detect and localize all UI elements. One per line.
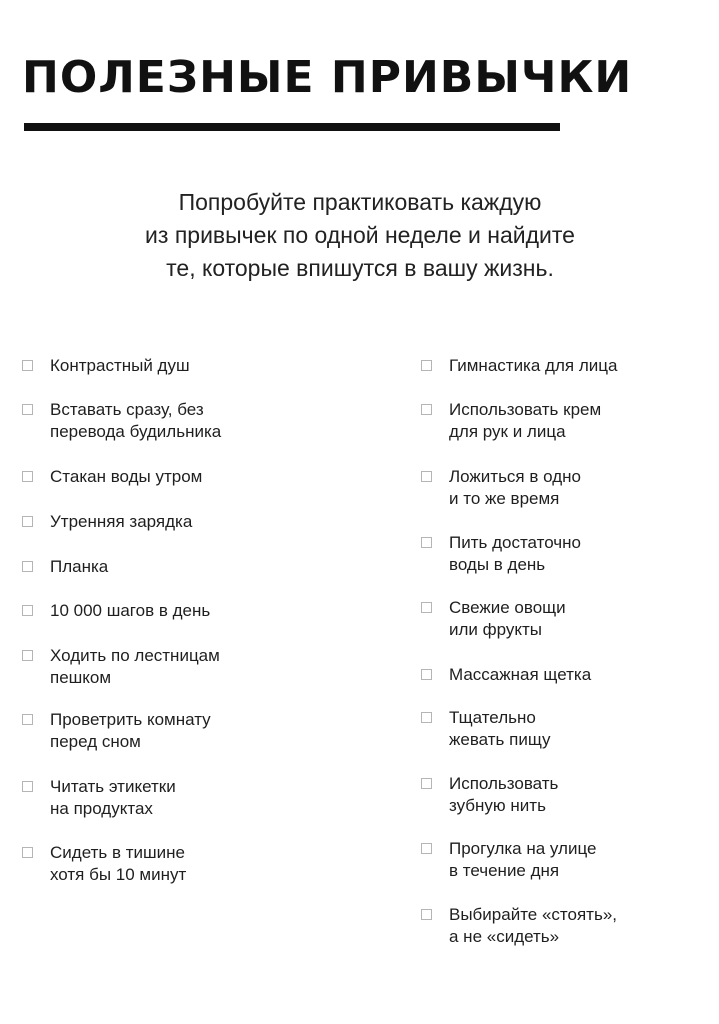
habit-item[interactable] bbox=[22, 556, 108, 578]
habit-checkbox[interactable] bbox=[421, 360, 432, 371]
habit-checkbox[interactable] bbox=[22, 650, 33, 661]
habit-checkbox[interactable] bbox=[421, 602, 432, 613]
habit-checkbox[interactable] bbox=[421, 778, 432, 789]
habit-item[interactable] bbox=[421, 664, 591, 686]
habit-label: Свежие овощи или фрукты bbox=[449, 598, 566, 639]
page-title: ПОЛЕЗНЫЕ ПРИВЫЧКИ bbox=[22, 52, 633, 103]
habit-item[interactable] bbox=[22, 511, 192, 533]
habit-item[interactable] bbox=[22, 842, 186, 886]
habit-checkbox[interactable] bbox=[421, 712, 432, 723]
habit-checkbox[interactable] bbox=[421, 909, 432, 920]
habit-item[interactable] bbox=[22, 709, 211, 753]
habit-item[interactable] bbox=[22, 399, 221, 443]
habit-checkbox[interactable] bbox=[421, 843, 432, 854]
habit-label: Утренняя зарядка bbox=[50, 512, 193, 531]
habit-checkbox[interactable] bbox=[22, 360, 33, 371]
intro-text bbox=[40, 186, 680, 285]
habit-checkbox[interactable] bbox=[22, 605, 33, 616]
habit-label: Гимнастика для лица bbox=[449, 356, 618, 375]
habit-item[interactable] bbox=[421, 838, 596, 882]
habit-label: Контрастный душ bbox=[50, 356, 190, 375]
habit-label: Ходить по лестницам пешком bbox=[50, 646, 220, 687]
habit-item[interactable] bbox=[421, 466, 581, 510]
habit-label: Пить достаточно воды в день bbox=[449, 533, 582, 574]
habit-item[interactable] bbox=[22, 466, 202, 488]
habit-label: Читать этикетки на продуктах bbox=[50, 777, 176, 818]
habit-checkbox[interactable] bbox=[22, 714, 33, 725]
habit-label: Планка bbox=[50, 557, 109, 576]
habit-label: Использовать зубную нить bbox=[449, 774, 559, 815]
habit-label: Сидеть в тишине хотя бы 10 минут bbox=[50, 843, 187, 884]
habit-label: Ложиться в одно и то же время bbox=[449, 467, 581, 508]
habit-checkbox[interactable] bbox=[22, 471, 33, 482]
habit-checkbox[interactable] bbox=[22, 781, 33, 792]
habit-label: Выбирайте «стоять», а не «сидеть» bbox=[449, 905, 617, 946]
habit-checkbox[interactable] bbox=[22, 847, 33, 858]
habit-label: Использовать крем для рук и лица bbox=[449, 400, 602, 441]
habit-label: Вставать сразу, без перевода будильника bbox=[50, 400, 222, 441]
habit-item[interactable] bbox=[22, 776, 176, 820]
habit-item[interactable] bbox=[22, 355, 190, 377]
habit-item[interactable] bbox=[22, 645, 220, 689]
habit-item[interactable] bbox=[421, 773, 558, 817]
habit-item[interactable] bbox=[421, 355, 617, 377]
habit-item[interactable] bbox=[421, 597, 566, 641]
habit-item[interactable] bbox=[421, 707, 551, 751]
habit-checkbox[interactable] bbox=[421, 471, 432, 482]
habit-checkbox[interactable] bbox=[421, 669, 432, 680]
habit-label: Прогулка на улице в течение дня bbox=[449, 839, 597, 880]
habit-checkbox[interactable] bbox=[22, 404, 33, 415]
habit-label: Стакан воды утром bbox=[50, 467, 203, 486]
habit-label: Тщательно жевать пищу bbox=[449, 708, 551, 749]
habit-checkbox[interactable] bbox=[421, 537, 432, 548]
habit-label: Массажная щетка bbox=[449, 665, 592, 684]
habit-checkbox[interactable] bbox=[421, 404, 432, 415]
title-underline bbox=[24, 123, 560, 131]
habit-checkbox[interactable] bbox=[22, 561, 33, 572]
habit-label: 10 000 шагов в день bbox=[50, 601, 211, 620]
habit-item[interactable] bbox=[421, 399, 601, 443]
intro-line: те, которые впишутся в вашу жизнь. bbox=[166, 255, 554, 281]
habit-checkbox[interactable] bbox=[22, 516, 33, 527]
habit-item[interactable] bbox=[421, 904, 617, 948]
intro-line: из привычек по одной неделе и найдите bbox=[145, 222, 575, 248]
intro-line: Попробуйте практиковать каждую bbox=[178, 189, 542, 215]
habit-item[interactable] bbox=[22, 600, 210, 622]
habit-label: Проветрить комнату перед сном bbox=[50, 710, 211, 751]
habit-item[interactable] bbox=[421, 532, 581, 576]
